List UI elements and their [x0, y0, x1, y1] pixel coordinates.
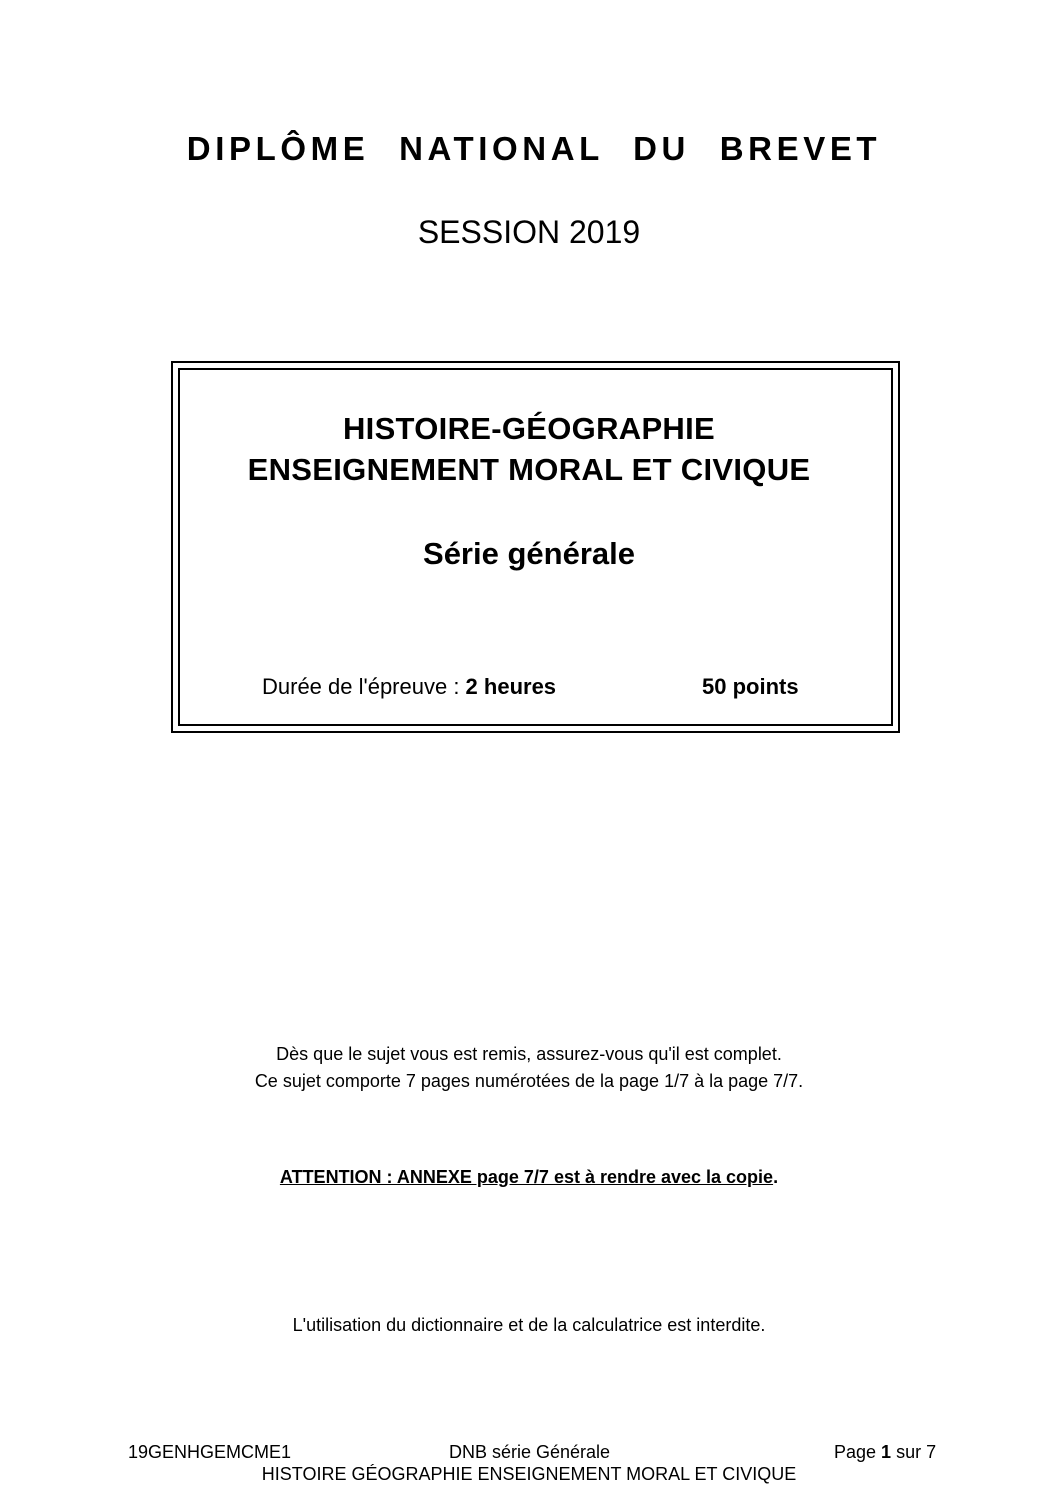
- footer-serie: DNB série Générale: [449, 1442, 611, 1462]
- footer-page-number: [834, 1442, 936, 1463]
- footer-page-current: 1: [881, 1442, 892, 1462]
- subject-line-2: ENSEIGNEMENT MORAL ET CIVIQUE: [247, 452, 811, 487]
- footer-subject: HISTOIRE GÉOGRAPHIE ENSEIGNEMENT MORAL ET CIVIQUE: [261, 1464, 797, 1484]
- attention-period: .: [773, 1167, 779, 1187]
- attention-text: ATTENTION : ANNEXE page 7/7 est à rendre avec la copie: [279, 1167, 774, 1187]
- notice-complete: Dès que le sujet vous est remis, assurez-vous qu'il est complet.: [276, 1044, 782, 1064]
- notice-pages: Ce sujet comporte 7 pages numérotées de la page 1/7 à la page 7/7.: [254, 1071, 804, 1091]
- duration-label: Durée de l'épreuve :: [262, 674, 466, 699]
- footer-code: 19GENHGEMCME1: [128, 1442, 292, 1462]
- duration-value: 2 heures: [465, 674, 557, 699]
- footer-page-prefix: Page: [834, 1442, 882, 1462]
- exam-duration: [262, 674, 556, 700]
- footer-page-suffix: sur 7: [891, 1442, 937, 1462]
- exam-title: DIPLÔME NATIONAL DU BREVET: [186, 130, 882, 167]
- serie-label: Série générale: [423, 536, 635, 571]
- session-year: SESSION 2019: [417, 214, 641, 250]
- attention-annex: [0, 1167, 1058, 1188]
- notice-forbidden: L'utilisation du dictionnaire et de la calculatrice est interdite.: [292, 1315, 766, 1335]
- subject-line-1: HISTOIRE-GÉOGRAPHIE: [342, 411, 715, 446]
- exam-points: 50 points: [702, 674, 799, 699]
